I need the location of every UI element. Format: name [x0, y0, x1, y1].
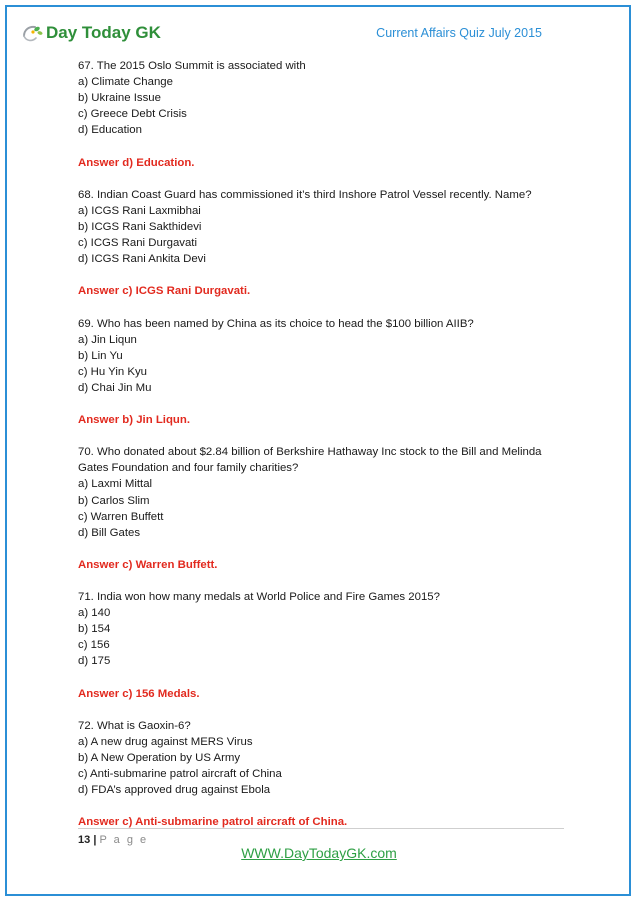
option: d) Education: [78, 124, 142, 137]
option: a) 140: [78, 607, 111, 620]
option: c) Warren Buffett: [78, 510, 164, 523]
option: b) Lin Yu: [78, 349, 123, 362]
question-text: 68. Indian Coast Guard has commissioned it’s third Inshore Patrol Vessel recently. Name?: [78, 188, 532, 201]
question-block: [78, 316, 568, 445]
option: d) Bill Gates: [78, 526, 141, 539]
page-label: P a g e: [99, 834, 149, 846]
question-text: 67. The 2015 Oslo Summit is associated with: [78, 60, 306, 72]
option: d) FDA’s approved drug against Ebola: [78, 784, 271, 797]
question-block: [78, 444, 568, 589]
question-text-line: 70. Who donated about $2.84 billion of Berkshire Hathaway Inc stock to the Bill and Melinda: [78, 446, 542, 459]
option: a) Climate Change: [78, 76, 173, 89]
option: b) Ukraine Issue: [78, 92, 161, 105]
option: a) A new drug against MERS Virus: [78, 735, 253, 748]
logo-text: Day Today GK: [46, 23, 161, 42]
answer-text: Answer c) Warren Buffett.: [78, 558, 218, 571]
option: c) Hu Yin Kyu: [78, 365, 148, 378]
question-block: [78, 589, 568, 718]
header-title: Current Affairs Quiz July 2015: [376, 26, 542, 40]
answer-text: Answer c) Anti-submarine patrol aircraft of China.: [78, 816, 348, 829]
logo: [20, 18, 161, 48]
question-text: 69. Who has been named by China as its choice to head the $100 billion AIIB?: [78, 317, 474, 330]
quiz-content: [78, 58, 568, 831]
option: a) Jin Liqun: [78, 333, 137, 346]
question-block: [78, 58, 568, 187]
website-link[interactable]: WWW.DayTodayGK.com: [241, 845, 397, 861]
page-number-value: 13: [78, 834, 91, 846]
answer-text: Answer c) ICGS Rani Durgavati.: [78, 285, 251, 298]
option: b) ICGS Rani Sakthidevi: [78, 220, 202, 233]
question-block: [78, 187, 568, 316]
page-separator: |: [93, 834, 97, 846]
question-text: 71. India won how many medals at World Police and Fire Games 2015?: [78, 591, 440, 604]
option: c) 156: [78, 639, 110, 652]
option: b) Carlos Slim: [78, 494, 150, 507]
option: d) 175: [78, 655, 111, 668]
option: d) ICGS Rani Ankita Devi: [78, 253, 206, 266]
answer-text: Answer b) Jin Liqun.: [78, 414, 191, 427]
option: d) Chai Jin Mu: [78, 381, 152, 394]
option: a) Laxmi Mittal: [78, 478, 153, 491]
answer-text: Answer d) Education.: [78, 156, 195, 169]
option: b) A New Operation by US Army: [78, 752, 241, 765]
option: a) ICGS Rani Laxmibhai: [78, 204, 201, 217]
footer-divider: [78, 828, 564, 829]
question-text: 72. What is Gaoxin-6?: [78, 719, 191, 732]
answer-text: Answer c) 156 Medals.: [78, 687, 200, 700]
option: c) Anti-submarine patrol aircraft of China: [78, 768, 282, 781]
page-header: [20, 18, 620, 48]
option: b) 154: [78, 623, 111, 636]
option: c) ICGS Rani Durgavati: [78, 237, 198, 250]
question-text-line: Gates Foundation and four family charities?: [78, 462, 299, 475]
leaf-swirl-icon: [20, 21, 44, 45]
option: c) Greece Debt Crisis: [78, 108, 187, 121]
question-block: [78, 718, 568, 831]
